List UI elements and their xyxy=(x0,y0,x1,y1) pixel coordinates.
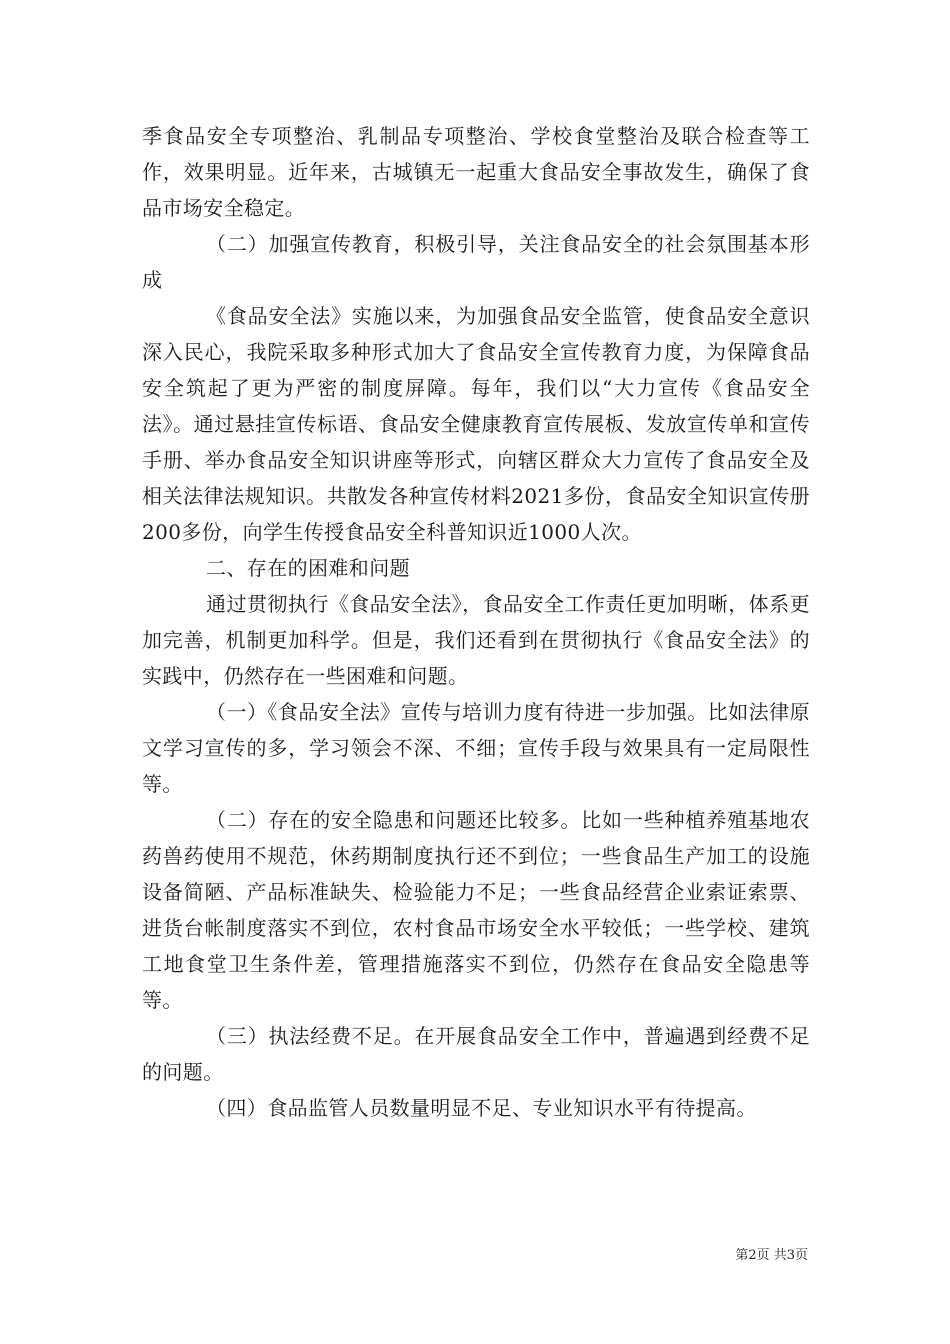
document-body xyxy=(142,118,810,1126)
problem-item-4: （四）食品监管人员数量明显不足、专业知识水平有待提高。 xyxy=(206,1096,757,1120)
paragraph-continuation: 季食品安全专项整治、乳制品专项整治、学校食堂整治及联合检查等工作，效果明显。近年来，古城镇无一起重大食品安全事故发生，确保了食品市场安全稳定。 xyxy=(142,124,810,220)
paragraph-intro-problems: 通过贯彻执行《食品安全法》，食品安全工作责任更加明晰，体系更加完善，机制更加科学。但是，我们还看到在贯彻执行《食品安全法》的实践中，仍然存在一些困难和问题。 xyxy=(142,592,810,688)
paragraph-publicity: 《食品安全法》实施以来，为加强食品安全监管，使食品安全意识深入民心，我院采取多种形式加大了食品安全宣传教育力度，为保障食品安全筑起了更为严密的制度屏障。每年，我们以“大力宣传《食品安全法》。通过悬挂宣传标语、食品安全健康教育宣传展板、发放宣传单和宣传手册、举办食品安全知识讲座等形式，向辖区群众大力宣传了食品安全及相关法律法规知识。共散发各种宣传材料2021多份，食品安全知识宣传册200多份，向学生传授食品安全科普知识近1000人次。 xyxy=(142,304,810,544)
section-heading-difficulties: 二、存在的困难和问题 xyxy=(206,556,410,580)
section-heading-2: （二）加强宣传教育，积极引导，关注食品安全的社会氛围基本形成 xyxy=(142,232,810,292)
problem-item-3: （三）执法经费不足。在开展食品安全工作中，普遍遇到经费不足的问题。 xyxy=(142,1024,810,1084)
problem-item-2: （二）存在的安全隐患和问题还比较多。比如一些种植养殖基地农药兽药使用不规范，休药期制度执行还不到位；一些食品生产加工的设施设备简陋、产品标准缺失、检验能力不足；一些食品经营企业索证索票、进货台帐制度落实不到位，农村食品市场安全水平较低；一些学校、建筑工地食堂卫生条件差，管理措施落实不到位，仍然存在食品安全隐患等等。 xyxy=(142,808,810,1012)
page-number: 第2页 共3页 xyxy=(735,1248,808,1263)
problem-item-1: （一）《食品安全法》宣传与培训力度有待进一步加强。比如法律原文学习宣传的多，学习领会不深、不细；宣传手段与效果具有一定局限性等。 xyxy=(142,700,810,796)
